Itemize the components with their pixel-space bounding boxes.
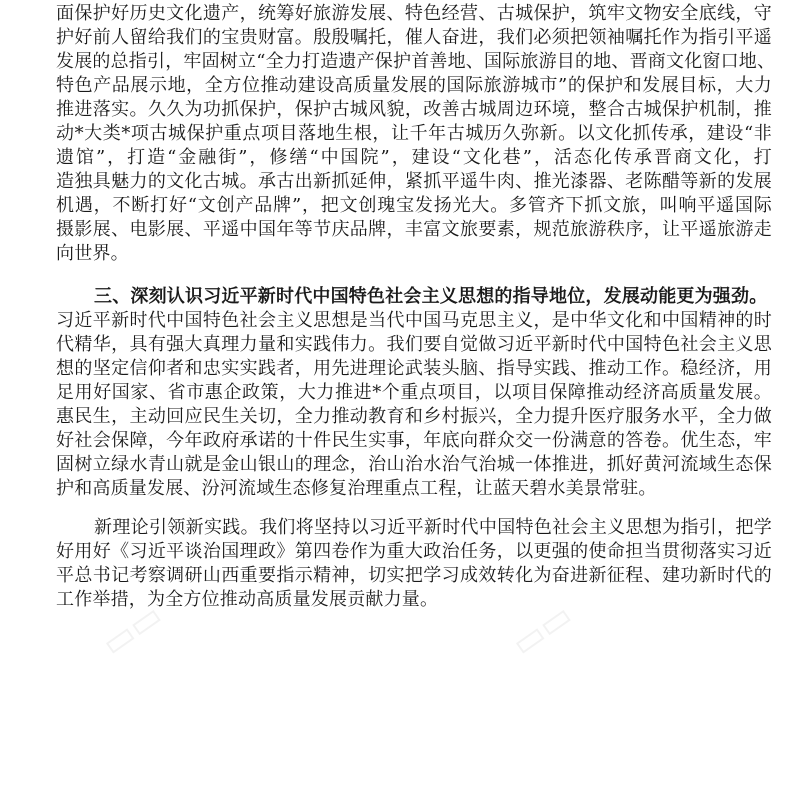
paragraph-2-line: 固树立绿水青山就是金山银山的理念，治山治水治气治城一体推进，抓好黄河流域生态保 [56,454,772,475]
paragraph-1-line: 摄影展、电影展、平遥中国年等节庆品牌，丰富文旅要素，规范旅游秩序，让平遥旅游走 [56,219,772,240]
paragraph-2-line: 惠民生，主动回应民生关切，全力推动教育和乡村振兴，全力提升医疗服务水平，全力做 [56,406,772,427]
paragraph-2-line: 习近平新时代中国特色社会主义思想是当代中国马克思主义，是中华文化和中国精神的时 [56,310,772,331]
paragraph-1-line: 特色产品展示地，全方位推动建设高质量发展的国际旅游城市”的保护和发展目标，大力 [56,75,772,96]
paragraph-2-line: 好社会保障，今年政府承诺的十件民生实事，年底向群众交一份满意的答卷。优生态，牢 [56,430,772,451]
paragraph-1-line: 机遇，不断打好“文创产品牌”，把文创瑰宝发扬光大。多管齐下抓文旅，叫响平遥国际 [56,195,772,216]
paragraph-2-line: 护和高质量发展、汾河流域生态修复治理重点工程，让蓝天碧水美景常驻。 [56,478,657,499]
paragraph-1-line: 面保护好历史文化遗产，统筹好旅游发展、特色经营、古城保护，筑牢文物安全底线，守 [56,3,772,24]
paragraph-3-line: 新理论引领新实践。我们将坚持以习近平新时代中国特色社会主义思想为指引，把学 [94,517,772,538]
paragraph-1-line: 造独具魅力的文化古城。承古出新抓延伸，紧抓平遥牛肉、推光漆器、老陈醋等新的发展 [56,171,772,192]
paragraph-3-line: 好用好《习近平谈治国理政》第四卷作为重大政治任务，以更强的使命担当贯彻落实习近 [56,541,772,562]
paragraph-1-line: 向世界。 [56,243,129,264]
paragraph-2-line: 想的坚定信仰者和忠实实践者，用先进理论武装头脑、指导实践、推动工作。稳经济，用 [56,358,772,379]
paragraph-1-line: 发展的总指引，牢固树立“全力打造遗产保护首善地、国际旅游目的地、晋商文化窗口地、 [56,51,776,72]
paragraph-1-line: 推进落实。久久为功抓保护，保护古城风貌，改善古城周边环境，整合古城保护机制，推 [56,99,772,120]
section-heading: 三、深刻认识习近平新时代中国特色社会主义思想的指导地位，发展动能更为强劲。 [94,286,768,307]
watermark: ▭▭ [504,595,580,665]
paragraph-3-line: 工作举措，为全方位推动高质量发展贡献力量。 [56,589,439,610]
paragraph-2-line: 足用好国家、省市惠企政策，大力推进*个重点项目，以项目保障推动经济高质量发展。 [56,382,772,403]
paragraph-3-line: 平总书记考察调研山西重要指示精神，切实把学习成效转化为奋进新征程、建功新时代的 [56,565,772,586]
watermark: ▭▭ [94,595,170,665]
paragraph-1-line: 遗馆”，打造“金融街”，修缮“中国院”，建设“文化巷”，活态化传承晋商文化，打 [56,147,772,168]
paragraph-2-line: 代精华，具有强大真理力量和实践伟力。我们要自觉做习近平新时代中国特色社会主义思 [56,334,772,355]
paragraph-1-line: 动*大类*项古城保护重点项目落地生根，让千年古城历久弥新。以文化抓传承，建设“非 [56,123,772,144]
paragraph-1-line: 护好前人留给我们的宝贵财富。殷殷嘱托，催人奋进，我们必须把领袖嘱托作为指引平遥 [56,27,772,48]
